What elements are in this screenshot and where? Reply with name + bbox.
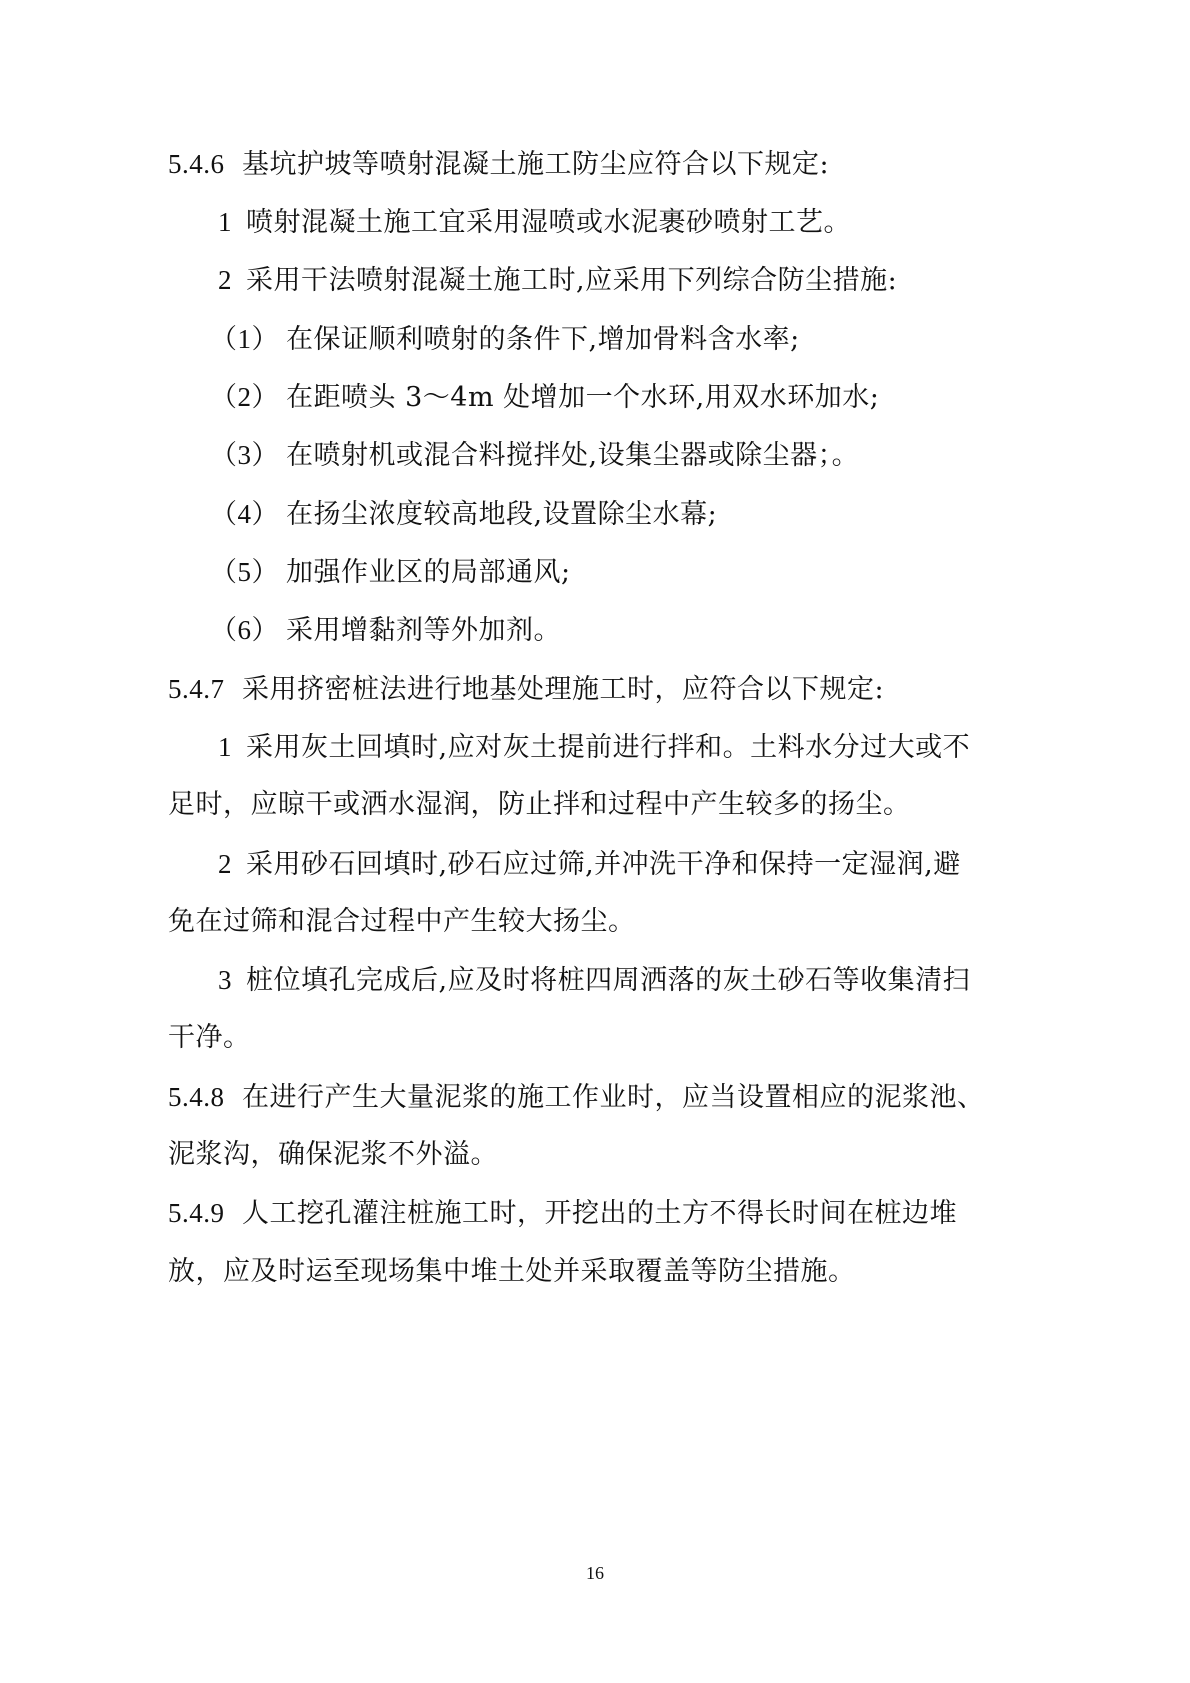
item-text: 采用灰土回填时,应对灰土提前进行拌和。土料水分过大或不 [246, 732, 971, 763]
item-text: 桩位填孔完成后,应及时将桩四周洒落的灰土砂石等收集清扫 [246, 965, 971, 996]
item-1-line-1 [218, 730, 970, 765]
section-5-4-8-line-2 [168, 1138, 498, 1172]
sub-item-number: （2） [210, 382, 279, 412]
item-text: 足时，应晾干或洒水湿润，防止拌和过程中产生较多的扬尘。 [168, 789, 911, 820]
section-number: 5.4.9 [168, 1198, 225, 1228]
item-3-line-2 [168, 1021, 251, 1055]
section-text: 人工挖孔灌注桩施工时，开挖出的土方不得长时间在桩边堆 [242, 1198, 957, 1229]
item-text: 免在过筛和混合过程中产生较大扬尘。 [168, 906, 636, 937]
section-5-4-6-heading [168, 147, 829, 182]
item-2 [218, 263, 897, 298]
item-number: 1 [218, 207, 232, 237]
sub-item-number: （6） [210, 615, 279, 645]
item-3-line-1 [218, 963, 970, 998]
item-text: 采用砂石回填时,砂石应过筛,并冲洗干净和保持一定湿润,避 [246, 849, 961, 880]
sub-item-text: 在保证顺利喷射的条件下,增加骨料含水率; [286, 324, 800, 355]
section-5-4-7-heading [168, 672, 884, 707]
section-number: 5.4.8 [168, 1082, 225, 1112]
sub-item-text: 在距喷头 3～4m 处增加一个水环,用双水环加水; [286, 382, 880, 413]
item-number: 3 [218, 965, 232, 995]
section-text: 放，应及时运至现场集中堆土处并采取覆盖等防尘措施。 [168, 1256, 856, 1287]
sub-item-5 [210, 555, 571, 590]
section-number: 5.4.7 [168, 674, 225, 704]
item-text: 干净。 [168, 1022, 251, 1053]
section-text: 采用挤密桩法进行地基处理施工时，应符合以下规定: [242, 674, 885, 705]
page-number: 16 [586, 1563, 604, 1583]
section-5-4-8-line-1 [168, 1080, 985, 1115]
sub-item-number: （4） [210, 499, 279, 529]
sub-item-text: 在喷射机或混合料搅拌处,设集尘器或除尘器；。 [286, 440, 860, 471]
item-1 [218, 205, 851, 240]
section-text: 在进行产生大量泥浆的施工作业时，应当设置相应的泥浆池、 [242, 1082, 985, 1113]
sub-item-6 [210, 613, 561, 648]
section-number: 5.4.6 [168, 149, 225, 179]
item-2-line-2 [168, 905, 636, 939]
sub-item-4 [210, 497, 717, 532]
item-number: 1 [218, 732, 232, 762]
item-text: 喷射混凝土施工宜采用湿喷或水泥裹砂喷射工艺。 [246, 207, 851, 238]
sub-item-number: （3） [210, 440, 279, 470]
section-5-4-9-line-1 [168, 1196, 957, 1231]
sub-item-text: 加强作业区的局部通风; [286, 557, 571, 588]
sub-item-3 [210, 438, 859, 473]
section-text: 基坑护坡等喷射混凝土施工防尘应符合以下规定: [242, 149, 830, 180]
sub-item-text: 采用增黏剂等外加剂。 [286, 615, 561, 646]
sub-item-2 [210, 380, 879, 415]
item-2-line-1 [218, 847, 961, 882]
sub-item-number: （5） [210, 557, 279, 587]
section-5-4-9-line-2 [168, 1255, 856, 1289]
item-number: 2 [218, 849, 232, 879]
item-text: 采用干法喷射混凝土施工时,应采用下列综合防尘措施: [246, 265, 898, 296]
item-number: 2 [218, 265, 232, 295]
sub-item-number: （1） [210, 324, 279, 354]
item-1-line-2 [168, 788, 911, 822]
sub-item-text: 在扬尘浓度较高地段,设置除尘水幕; [286, 499, 718, 530]
sub-item-1 [210, 322, 800, 357]
section-text: 泥浆沟，确保泥浆不外溢。 [168, 1139, 498, 1170]
